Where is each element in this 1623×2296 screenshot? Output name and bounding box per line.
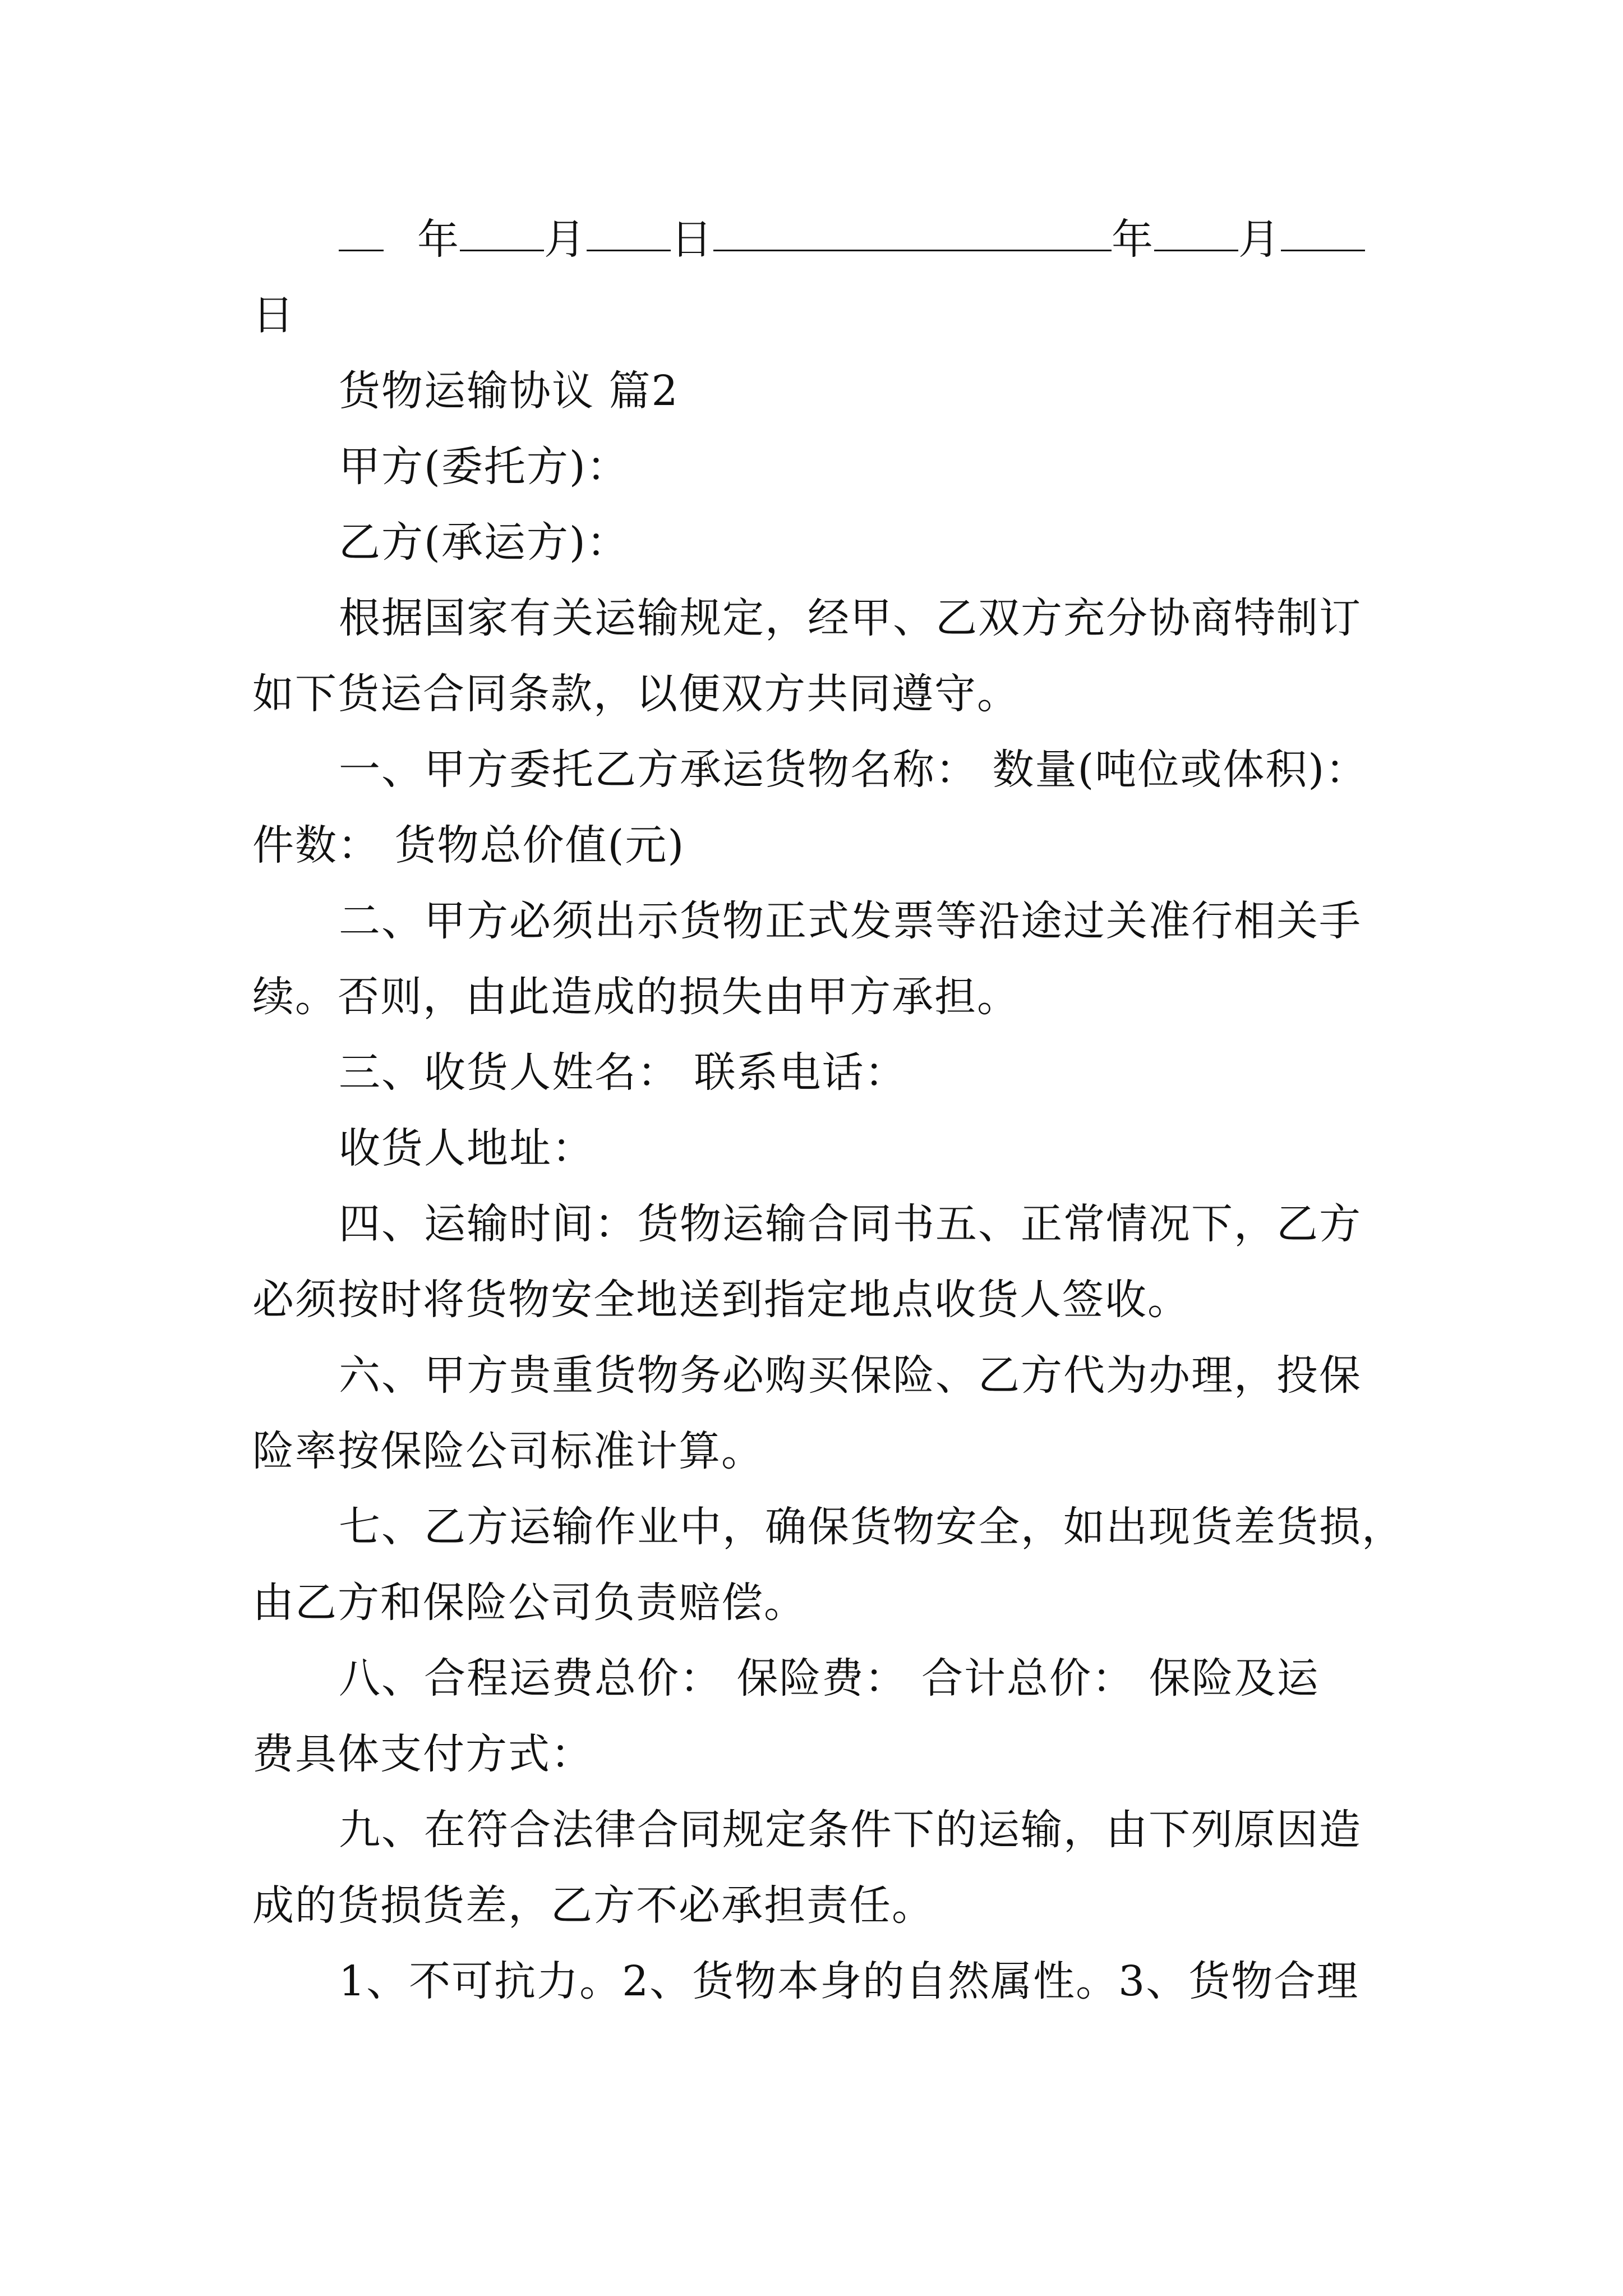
month-blank-2 [1154, 210, 1238, 251]
paragraph-line: 四、运输时间：货物运输合同书五、正常情况下，乙方 [339, 1200, 1362, 1248]
party-b-label: 乙方(承运方)： [339, 518, 629, 567]
paragraph-line: 险率按保险公司标准计算。 [252, 1427, 764, 1475]
paragraph-line: 七、乙方运输作业中，确保货物安全，如出现货差货损， [339, 1503, 1404, 1551]
paragraph-line: 成的货损货差，乙方不必承担责任。 [252, 1881, 934, 1930]
paragraph-line: 如下货运合同条款，以便双方共同遵守。 [252, 670, 1020, 718]
paragraph-line: 一、甲方委托乙方承运货物名称： 数量(吨位或体积)： [339, 746, 1368, 794]
paragraph-line: 八、合程运费总价： 保险费： 合计总价： 保险及运 [339, 1654, 1320, 1703]
paragraph-line: 费具体支付方式： [252, 1730, 593, 1778]
paragraph-line: 收货人地址： [339, 1124, 594, 1172]
party-a-label: 甲方(委托方)： [339, 443, 629, 491]
paragraph-line: 二、甲方必须出示货物正式发票等沿途过关准行相关手 [339, 897, 1362, 945]
section-title: 货物运输协议 篇2 [339, 367, 679, 415]
day-blank [587, 210, 671, 251]
paragraph-line: 三、收货人姓名： 联系电话： [339, 1048, 907, 1097]
paragraph-line: 根据国家有关运输规定，经甲、乙双方充分协商特制订 [339, 594, 1362, 642]
paragraph-line: 六、甲方贵重货物务必购买保险、乙方代为办理，投保 [339, 1351, 1362, 1400]
paragraph-line: 九、在符合法律合同规定条件下的运输，由下列原因造 [339, 1806, 1362, 1854]
paragraph-line: 件数： 货物总价值(元) [252, 821, 685, 869]
paragraph-line: 续。否则，由此造成的损失由甲方承担。 [252, 973, 1020, 1021]
paragraph-line: 1、不可抗力。2、货物本身的自然属性。3、货物合理 [339, 1957, 1359, 2005]
signature-date-line [252, 202, 1374, 278]
month-blank [460, 210, 544, 251]
day-blank-2 [1281, 210, 1365, 251]
day-label: 日 [671, 215, 713, 264]
month-label: 月 [544, 215, 587, 264]
paragraph-line: 必须按时将货物安全地送到指定地点收货人签收。 [252, 1276, 1190, 1324]
paragraph-line: 由乙方和保险公司负责赔偿。 [252, 1579, 806, 1627]
document-body [252, 202, 1404, 2019]
signature-blank [713, 210, 1112, 251]
year-blank [339, 210, 384, 251]
month-label-2: 月 [1238, 215, 1281, 264]
year-label: 年 [417, 215, 460, 264]
day-label-wrapped: 日 [252, 291, 295, 339]
year-label-2: 年 [1112, 215, 1154, 264]
